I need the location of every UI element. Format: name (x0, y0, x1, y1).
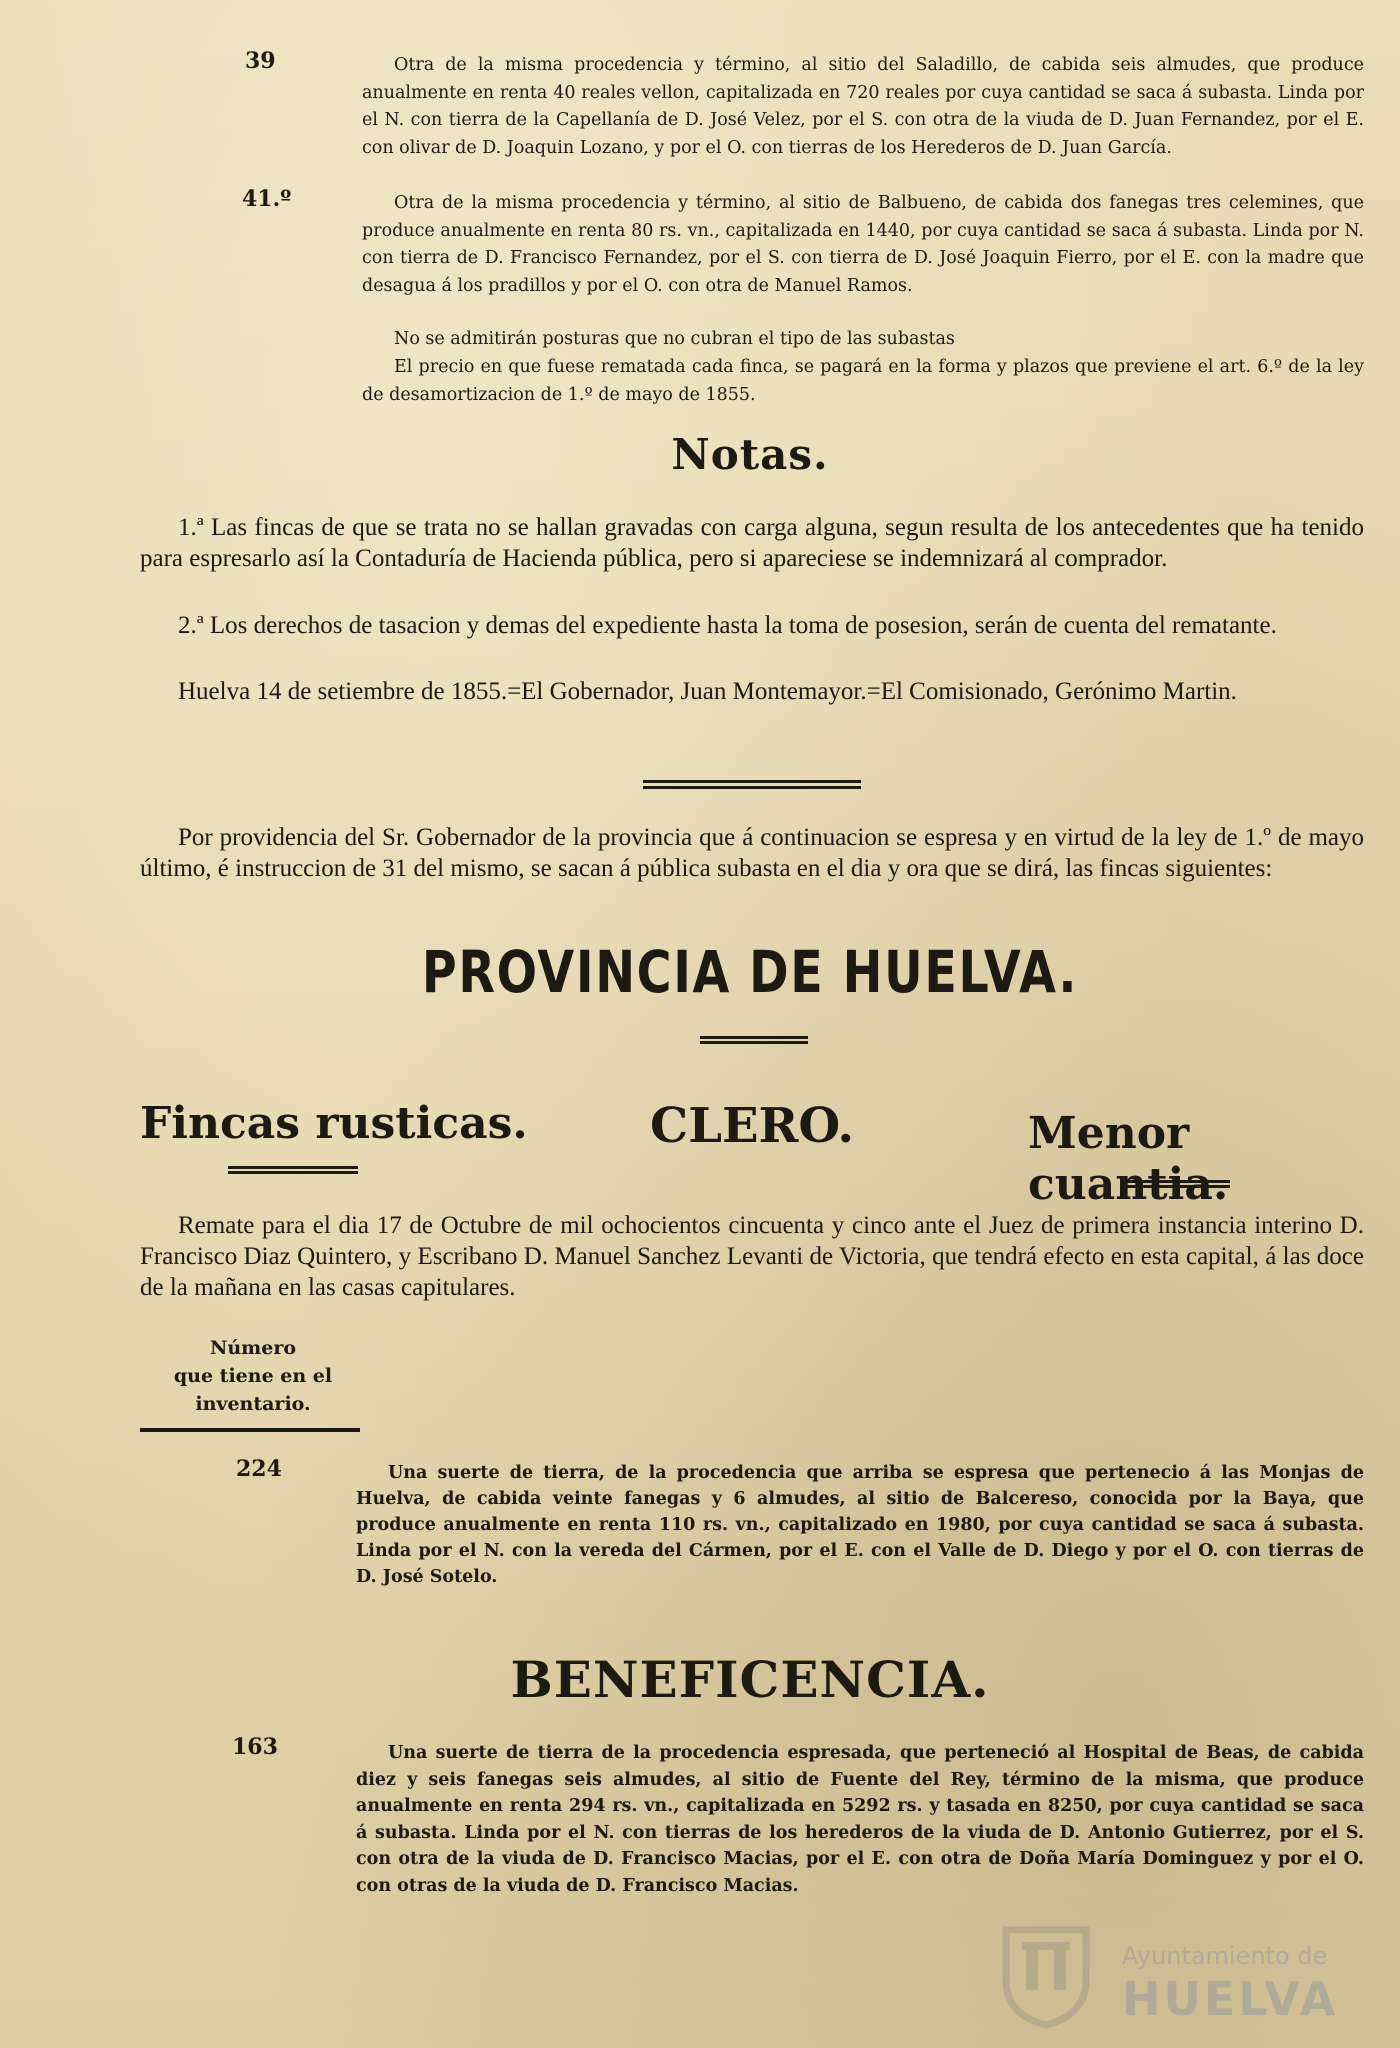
inventory-label-rule (140, 1428, 360, 1432)
heading-right-rule (1120, 1180, 1230, 1188)
entry-text-39: Otra de la misma procedencia y término, al sitio del Saladillo, de cabida seis almudes, que produce anualmente en renta 40 reales vellon, capitalizada en 720 reales por cuya cantidad se saca á subasta. Linda por el N. con tierra de la Capellanía de D. José Velez, por el S. con otra de la viuda de D. Juan Fernandez, por el E. con olivar de D. Joaquin Lozano, y por el O. con tierras de los Herederos de D. Juan García. (362, 55, 1364, 158)
notas-signature: Huelva 14 de setiembre de 1855.=El Gobernador, Juan Montemayor.=El Comisionado, Gerónimo Martin. (178, 678, 1237, 705)
beneficencia-heading: BENEFICENCIA. (510, 1650, 990, 1709)
heading-menor-cuantia: Menor cuantia. (1028, 1108, 1229, 1210)
inventory-number-label (148, 1334, 358, 1418)
province-rule (700, 1036, 808, 1044)
intro-paragraph: Por providencia del Sr. Gobernador de la provincia que á continuacion se espresa y en virtud de la ley de 1.º de mayo último, é instruccion de 31 del mismo, se sacan á pública subasta en el dia y ora que se dirá, las fincas siguientes: (140, 824, 1364, 882)
clero-entry-number: 224 (236, 1456, 282, 1482)
separator-rule (643, 780, 861, 789)
huelva-crest-icon (996, 1920, 1096, 2030)
entry-text-41: Otra de la misma procedencia y término, al sitio de Balbueno, de cabida dos fanegas tres celemines, que produce anualmente en renta 80 rs. vn., capitalizada en 1440, por cuya cantidad se saca á subasta. Linda por N. con tierra de D. Francisco Fernandez, por el S. con tierra de D. José Joaquin Fierro, por el E. con la madre que desagua á los pradillos y por el O. con otra de Manuel Ramos. (362, 193, 1364, 296)
beneficencia-entry-number: 163 (232, 1734, 278, 1760)
inventory-label-line-3: inventario. (195, 1393, 311, 1415)
condition-posturas: No se admitirán posturas que no cubran el tipo de las subastas (394, 329, 955, 349)
entry-number-39: 39 (245, 48, 276, 74)
nota-1: 1.ª Las fincas de que se trata no se hallan gravadas con carga alguna, segun resulta de los antecedentes que ha tenido para espresarlo así la Contaduría de Hacienda pública, pero si apareciese se indemnizará al comprador. (140, 514, 1364, 572)
clero-entry-text: Una suerte de tierra, de la procedencia que arriba se espresa que pertenecio á las Monjas de Huelva, de cabida veinte fanegas y 6 almudes, al sitio de Balcereso, conocida por la Baya, que produce anualmente en renta 110 rs. vn., capitalizado en 1980, por cuya cantidad se saca á subasta. Linda por el N. con la vereda del Cármen, por el E. con el Valle de D. Diego y por el O. con tierras de D. José Sotelo. (356, 1463, 1364, 1587)
heading-left-rule (228, 1166, 358, 1174)
inventory-label-line-2: que tiene en el (173, 1365, 333, 1387)
heading-fincas-rusticas: Fincas rusticas. (140, 1098, 528, 1149)
nota-2: 2.ª Los derechos de tasacion y demas del expediente hasta la toma de posesion, serán de cuenta del rematante. (178, 612, 1277, 639)
watermark-line-2: HUELVA (1122, 1972, 1339, 2026)
watermark-line-1: Ayuntamiento de (1122, 1942, 1328, 1970)
condition-precio: El precio en que fuese rematada cada finca, se pagará en la forma y plazos que previene el art. 6.º de la ley de desamortizacion de 1.º de mayo de 1855. (362, 357, 1364, 405)
notas-heading: Notas. (671, 430, 829, 479)
heading-clero: CLERO. (650, 1098, 855, 1154)
inventory-label-line-1: Número (209, 1337, 297, 1359)
remate-paragraph: Remate para el dia 17 de Octubre de mil ochocientos cincuenta y cinco ante el Juez de primera instancia interino D. Francisco Diaz Quintero, y Escribano D. Manuel Sanchez Levanti de Victoria, que tendrá efecto en esta capital, á las doce de la mañana en las casas capitulares. (140, 1212, 1364, 1301)
province-title: PROVINCIA DE HUELVA. (421, 938, 1079, 1006)
entry-number-41: 41.º (242, 186, 292, 212)
beneficencia-entry-text: Una suerte de tierra de la procedencia espresada, que perteneció al Hospital de Beas, de cabida diez y seis fanegas seis almudes, al sitio de Fuente del Rey, término de la misma, que produce anualmente en renta 294 rs. vn., capitalizada en 5292 rs. y tasada en 8250, por cuya cantidad se saca á subasta. Linda por el N. con tierras de los herederos de la viuda de D. Antonio Gutierrez, por el S. con otra de la viuda de D. Francisco Macias, por el E. con otra de Doña María Dominguez y por el O. con otras de la viuda de D. Francisco Macias. (356, 1743, 1364, 1896)
